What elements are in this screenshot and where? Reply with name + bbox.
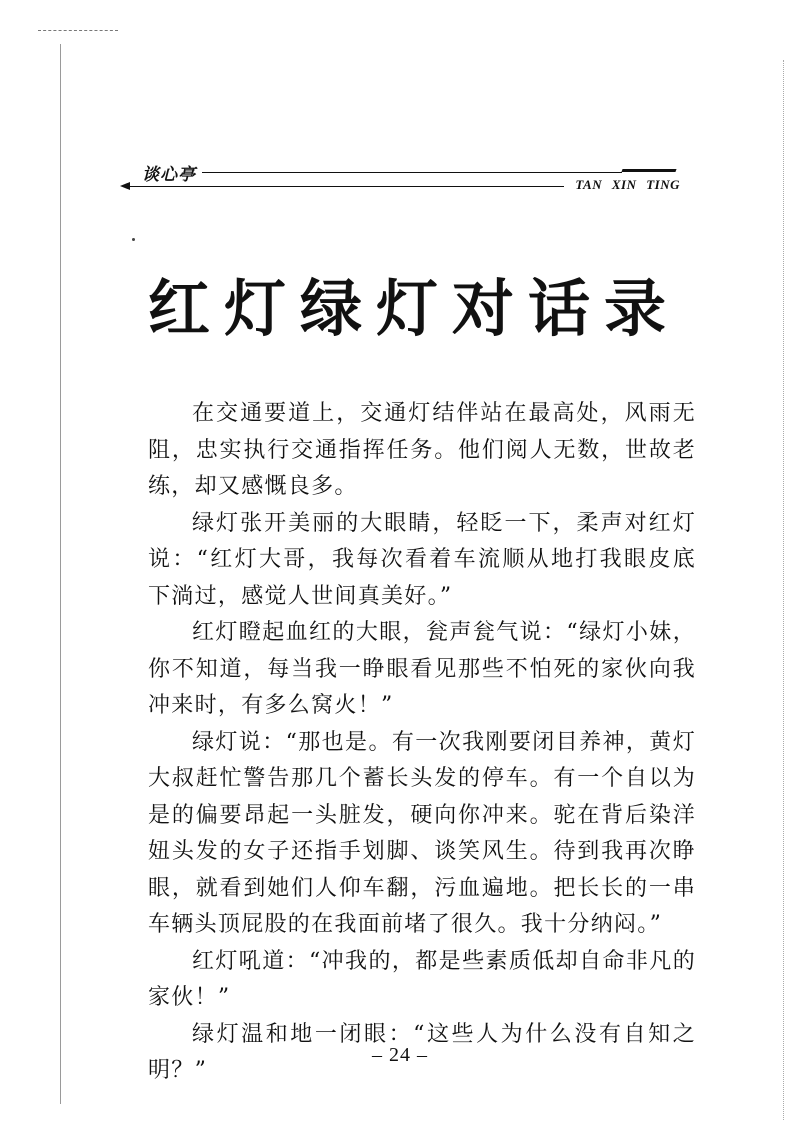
paragraph: 绿灯说：“那也是。有一次我刚要闭目养神，黄灯大叔赶忙警告那几个蓄长头发的停车。有一个自以为是的偏要昂起一头脏发，硬向你冲来。驼在背后染洋妞头发的女子还指手划脚、谈笑风生。待到我再次睁眼，就看到她们人仰车翻，污血遍地。把长长的一串车辆头顶屁股的在我面前堵了很久。我十分纳闷。” bbox=[148, 729, 696, 937]
header-rule-accent bbox=[621, 169, 676, 172]
paragraph: 红灯吼道：“冲我的，都是些素质低却自命非凡的家伙！” bbox=[148, 948, 696, 1010]
paragraph: 红灯瞪起血红的大眼，瓮声瓮气说：“绿灯小妹，你不知道，每当我一睁眼看见那些不怕死的家伙向我冲来时，有多么窝火！” bbox=[148, 620, 696, 718]
column-name: 谈心亭 bbox=[142, 165, 196, 185]
scan-edge-left bbox=[60, 44, 61, 1104]
scan-speck bbox=[132, 238, 135, 241]
paragraph: 绿灯温和地一闭眼：“这些人为什么没有自知之明？” bbox=[148, 1021, 696, 1083]
header-rule-top bbox=[202, 172, 622, 173]
running-header bbox=[120, 160, 690, 200]
article-title: 红灯绿灯对话录 bbox=[147, 272, 680, 345]
page-number: – 24 – bbox=[372, 1044, 428, 1066]
header-rule-bottom bbox=[124, 186, 564, 187]
paragraph: 在交通要道上，交通灯结伴站在最高处，风雨无阻，忠实执行交通指挥任务。他们阅人无数，世故老练，却又感慨良多。 bbox=[148, 401, 696, 499]
column-name-pinyin: TAN XIN TING bbox=[575, 177, 680, 192]
scan-edge-right bbox=[783, 60, 784, 1120]
scan-edge-top bbox=[38, 30, 118, 31]
article-body bbox=[148, 396, 696, 1090]
paragraph: 绿灯张开美丽的大眼睛，轻眨一下，柔声对红灯说：“红灯大哥，我每次看着车流顺从地打我眼皮底下淌过，感觉人世间真美好。” bbox=[148, 510, 696, 609]
